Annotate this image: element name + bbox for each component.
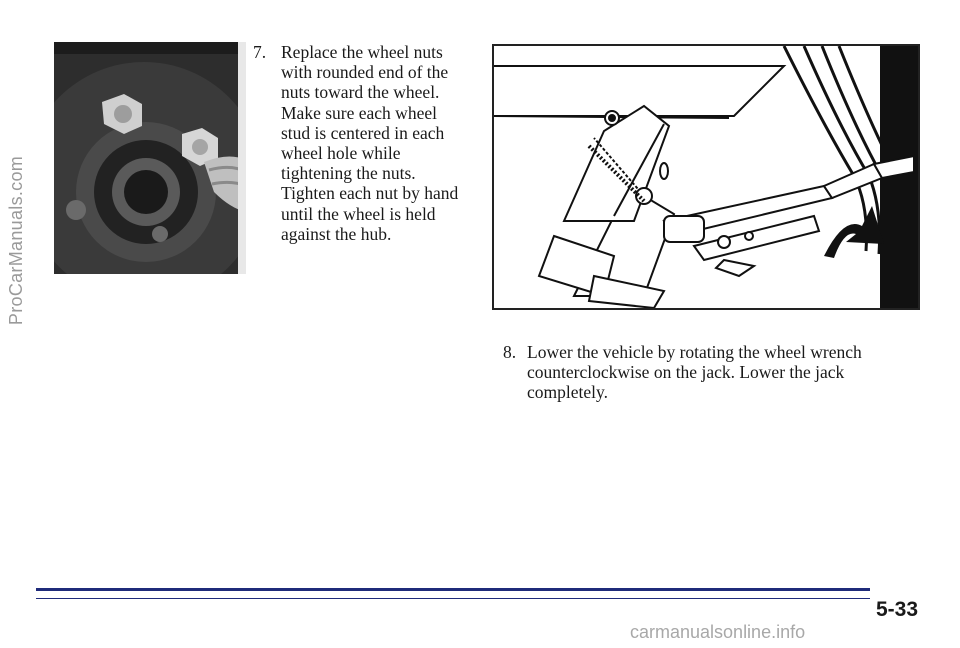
instruction-step-7 bbox=[253, 42, 468, 244]
side-watermark-text: ProCarManuals.com bbox=[6, 155, 27, 325]
scissor-jack bbox=[539, 106, 674, 308]
side-watermark bbox=[6, 40, 28, 440]
step-number: 8. bbox=[503, 342, 517, 362]
wheel-wrench bbox=[664, 156, 914, 276]
step-number: 7. bbox=[253, 42, 267, 62]
footer-rule-thin bbox=[36, 598, 870, 599]
step-text: Replace the wheel nuts with rounded end of the nuts toward the wheel. Make sure each wheel stud is centered in each wheel hole while tightening the nuts. Tighten each nut by hand until the wheel is held against the hub. bbox=[281, 42, 459, 244]
instruction-step-8 bbox=[503, 342, 903, 403]
rotation-arrow bbox=[824, 206, 884, 258]
step-text: Lower the vehicle by rotating the wheel wrench counterclockwise on the jack. Lower the jack completely. bbox=[527, 342, 862, 403]
footer-watermark: carmanualsonline.info bbox=[630, 622, 806, 642]
page-number: 5-33 bbox=[876, 598, 919, 621]
footer-rule-thick bbox=[36, 588, 870, 591]
wheel-nut-photo bbox=[54, 42, 246, 274]
jack-diagram bbox=[492, 44, 920, 310]
